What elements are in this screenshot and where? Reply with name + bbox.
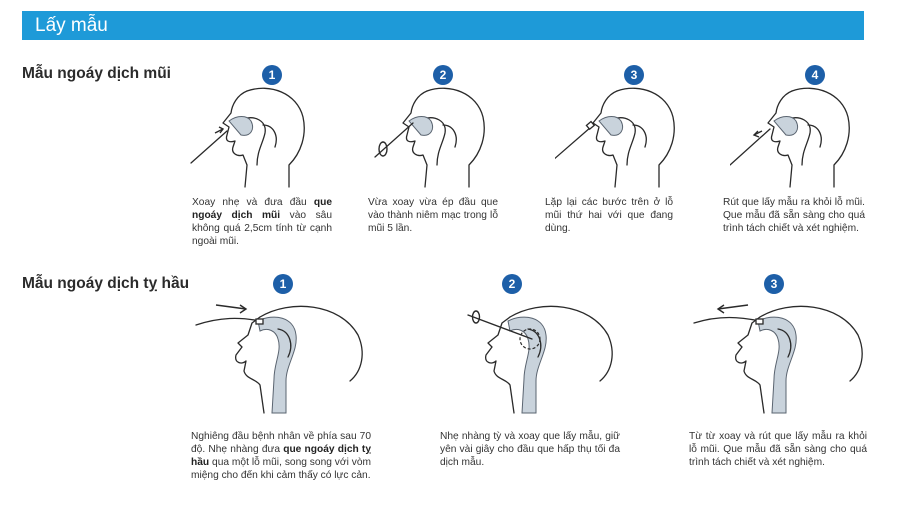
nasal-step-1-badge: 1	[262, 65, 282, 85]
naso-step-2-badge: 2	[502, 274, 522, 294]
caption-text: Lặp lại các bước trên ở lỗ mũi thứ hai với que đang dùng.	[545, 197, 673, 234]
caption-text: Từ từ xoay và rút que lấy mẫu ra khỏi lỗ mũi. Que mẫu đã sẵn sàng cho quá trình tách chiết và xét nghiệm.	[689, 431, 867, 468]
nasal-step-2-illustration	[365, 85, 505, 190]
nasal-step-1-illustration	[185, 85, 325, 190]
caption-text: Nghiêng đầu bệnh nhân về phía sau 70 độ. Nhẹ nhàng đưa	[191, 431, 371, 455]
naso-step-3-badge: 3	[764, 274, 784, 294]
nasal-step-2-caption	[368, 196, 498, 235]
nasal-step-3-badge: 3	[624, 65, 644, 85]
caption-text: Rút que lấy mẫu ra khỏi lỗ mũi. Que mẫu đã sẵn sàng cho quá trình tách chiết và xét nghiệm.	[723, 197, 865, 234]
naso-step-3-illustration	[690, 295, 870, 415]
naso-step-1-caption	[191, 430, 371, 482]
nasal-step-1-caption	[192, 196, 332, 248]
naso-step-1-illustration	[190, 295, 370, 415]
naso-step-2-illustration	[440, 295, 620, 415]
naso-step-1-badge: 1	[273, 274, 293, 294]
nasal-step-3-caption	[545, 196, 673, 235]
caption-text: Xoay nhẹ và đưa đầu	[192, 197, 314, 208]
caption-text: Vừa xoay vừa ép đầu que vào thành niêm mạc trong lỗ mũi 5 lần.	[368, 197, 498, 234]
nasal-section-title: Mẫu ngoáy dịch mũi	[22, 65, 171, 82]
caption-bold-text: que ngoáy dịch tỵ hầu	[191, 444, 371, 468]
naso-section-title: Mẫu ngoáy dịch tỵ hầu	[22, 275, 190, 292]
caption-text: Nhẹ nhàng tỳ và xoay que lấy mẫu, giữ yên vài giây cho đầu que hấp thụ tối đa dịch mẫu.	[440, 431, 620, 468]
nasal-step-4-illustration	[730, 85, 870, 190]
naso-step-3-caption	[689, 430, 867, 469]
nasal-step-3-illustration	[555, 85, 695, 190]
nasal-step-4-badge: 4	[805, 65, 825, 85]
caption-bold-text: que ngoáy dịch mũi	[192, 197, 332, 221]
section-header-bar	[22, 11, 864, 40]
naso-step-2-caption	[440, 430, 620, 469]
page-title: Lấy mẫu	[35, 15, 108, 36]
nasal-step-4-caption	[723, 196, 865, 235]
nasal-step-2-badge: 2	[433, 65, 453, 85]
caption-text: qua một lỗ mũi, song song với vòm miệng cho đến khi cảm thấy có lực cản.	[191, 457, 371, 481]
caption-text: vào sâu không quá 2,5cm tính từ cạnh ngoài mũi.	[192, 210, 333, 247]
